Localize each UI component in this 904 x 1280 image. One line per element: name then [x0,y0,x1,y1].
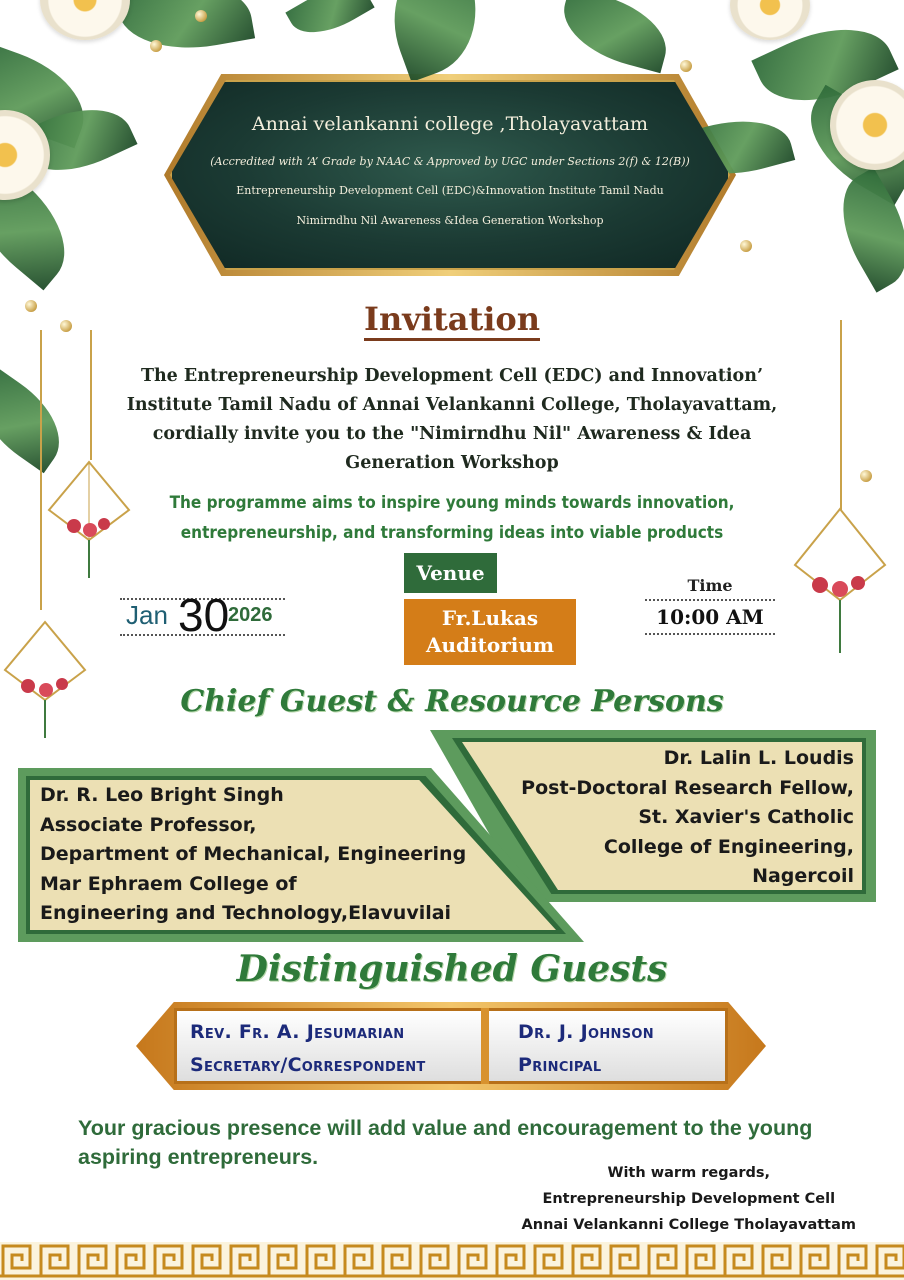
venue-line-1: Fr.Lukas [441,606,539,630]
guest2-name: Dr. Lalin L. Loudis [663,747,854,769]
guest1-line2: Associate Professor, [40,813,257,836]
time-value: 10:00 AM [645,599,775,635]
programme-aim [120,488,784,548]
resource-person-2 [521,744,854,892]
lantern-left-lower-icon [0,620,90,740]
date-month: Jan [126,600,168,630]
guest1-name: Dr. R. Leo Bright Singh [40,784,284,806]
venue-place [404,599,576,665]
chief-guest-title: Chief Guest & Resource Persons [180,684,724,719]
sender-line-1: Entrepreneurship Development Cell [542,1191,836,1207]
venue-line-2: Auditorium [425,633,555,657]
venue-label: Venue [404,553,497,593]
event-time [645,576,775,638]
distinguished-guests-title: Distinguished Guests [236,948,668,990]
guest2-line4: College of Engineering, [603,835,854,858]
distinguished-guest-left [190,1016,426,1082]
aim-line-1: The programme aims to inspire young minds towards innovation, [169,493,735,513]
closing-line-1: Your gracious presence will add value and encouragement to the young [78,1116,813,1140]
time-label: Time [687,576,733,595]
workshop-title: Nimirndhu Nil Awareness &Idea Generation Workshop [296,214,604,227]
guest1-line3: Department of Mechanical, Engineering [40,843,467,865]
invitation-intro: The Entrepreneurship Development Cell (EDC) and Innovation’ Institute Tamil Nadu of Annai Velankanni College, Tholayavattam, cordially invite you to the "Nimirndhu Nil" Awareness & Idea Generation Workshop [126,366,778,473]
aim-line-2: entrepreneurship, and transforming ideas into viable products [180,523,724,543]
guest2-line5: Nagercoil [752,865,854,887]
closing-line-2: aspiring entrepreneurs. [78,1145,319,1169]
guest1-line5: Engineering and Technology,Elavuvilai [40,902,452,924]
event-date [120,589,285,642]
secretary-name: Rev. Fr. A. Jesumarian [190,1021,405,1043]
invitation-heading: Invitation [0,300,904,338]
distinguished-guest-right [518,1016,654,1082]
guest1-line4: Mar Ephraem College of [40,872,297,895]
guest2-line3: St. Xavier's Catholic [638,806,854,828]
distinguished-guests-banner [136,1002,766,1090]
date-year: 2026 [228,604,273,626]
banner-divider [481,1008,489,1084]
guest2-line2: Post-Doctoral Research Fellow, [521,776,854,799]
secretary-role: Secretary/Correspondent [190,1054,426,1076]
header-plaque [170,80,730,270]
principal-role: Principal [518,1054,602,1076]
signature-block [522,1160,856,1238]
greek-key-border [0,1242,904,1280]
regards-text: With warm regards, [607,1165,771,1181]
date-day: 30 [178,589,230,641]
resource-person-1 [40,781,466,929]
sender-line-2: Annai Velankanni College Tholayavattam [521,1217,856,1233]
principal-name: Dr. J. Johnson [518,1021,654,1043]
edc-text: Entrepreneurship Development Cell (EDC)&Innovation Institute Tamil Nadu [236,184,664,197]
accreditation-text: (Accredited with ‘A’ Grade by NAAC & Approved by UGC under Sections 2(f) & 12(B)) [210,155,690,168]
college-name: Annai velankanni college ,Tholayavattam [251,113,649,135]
lantern-right-icon [790,505,890,655]
